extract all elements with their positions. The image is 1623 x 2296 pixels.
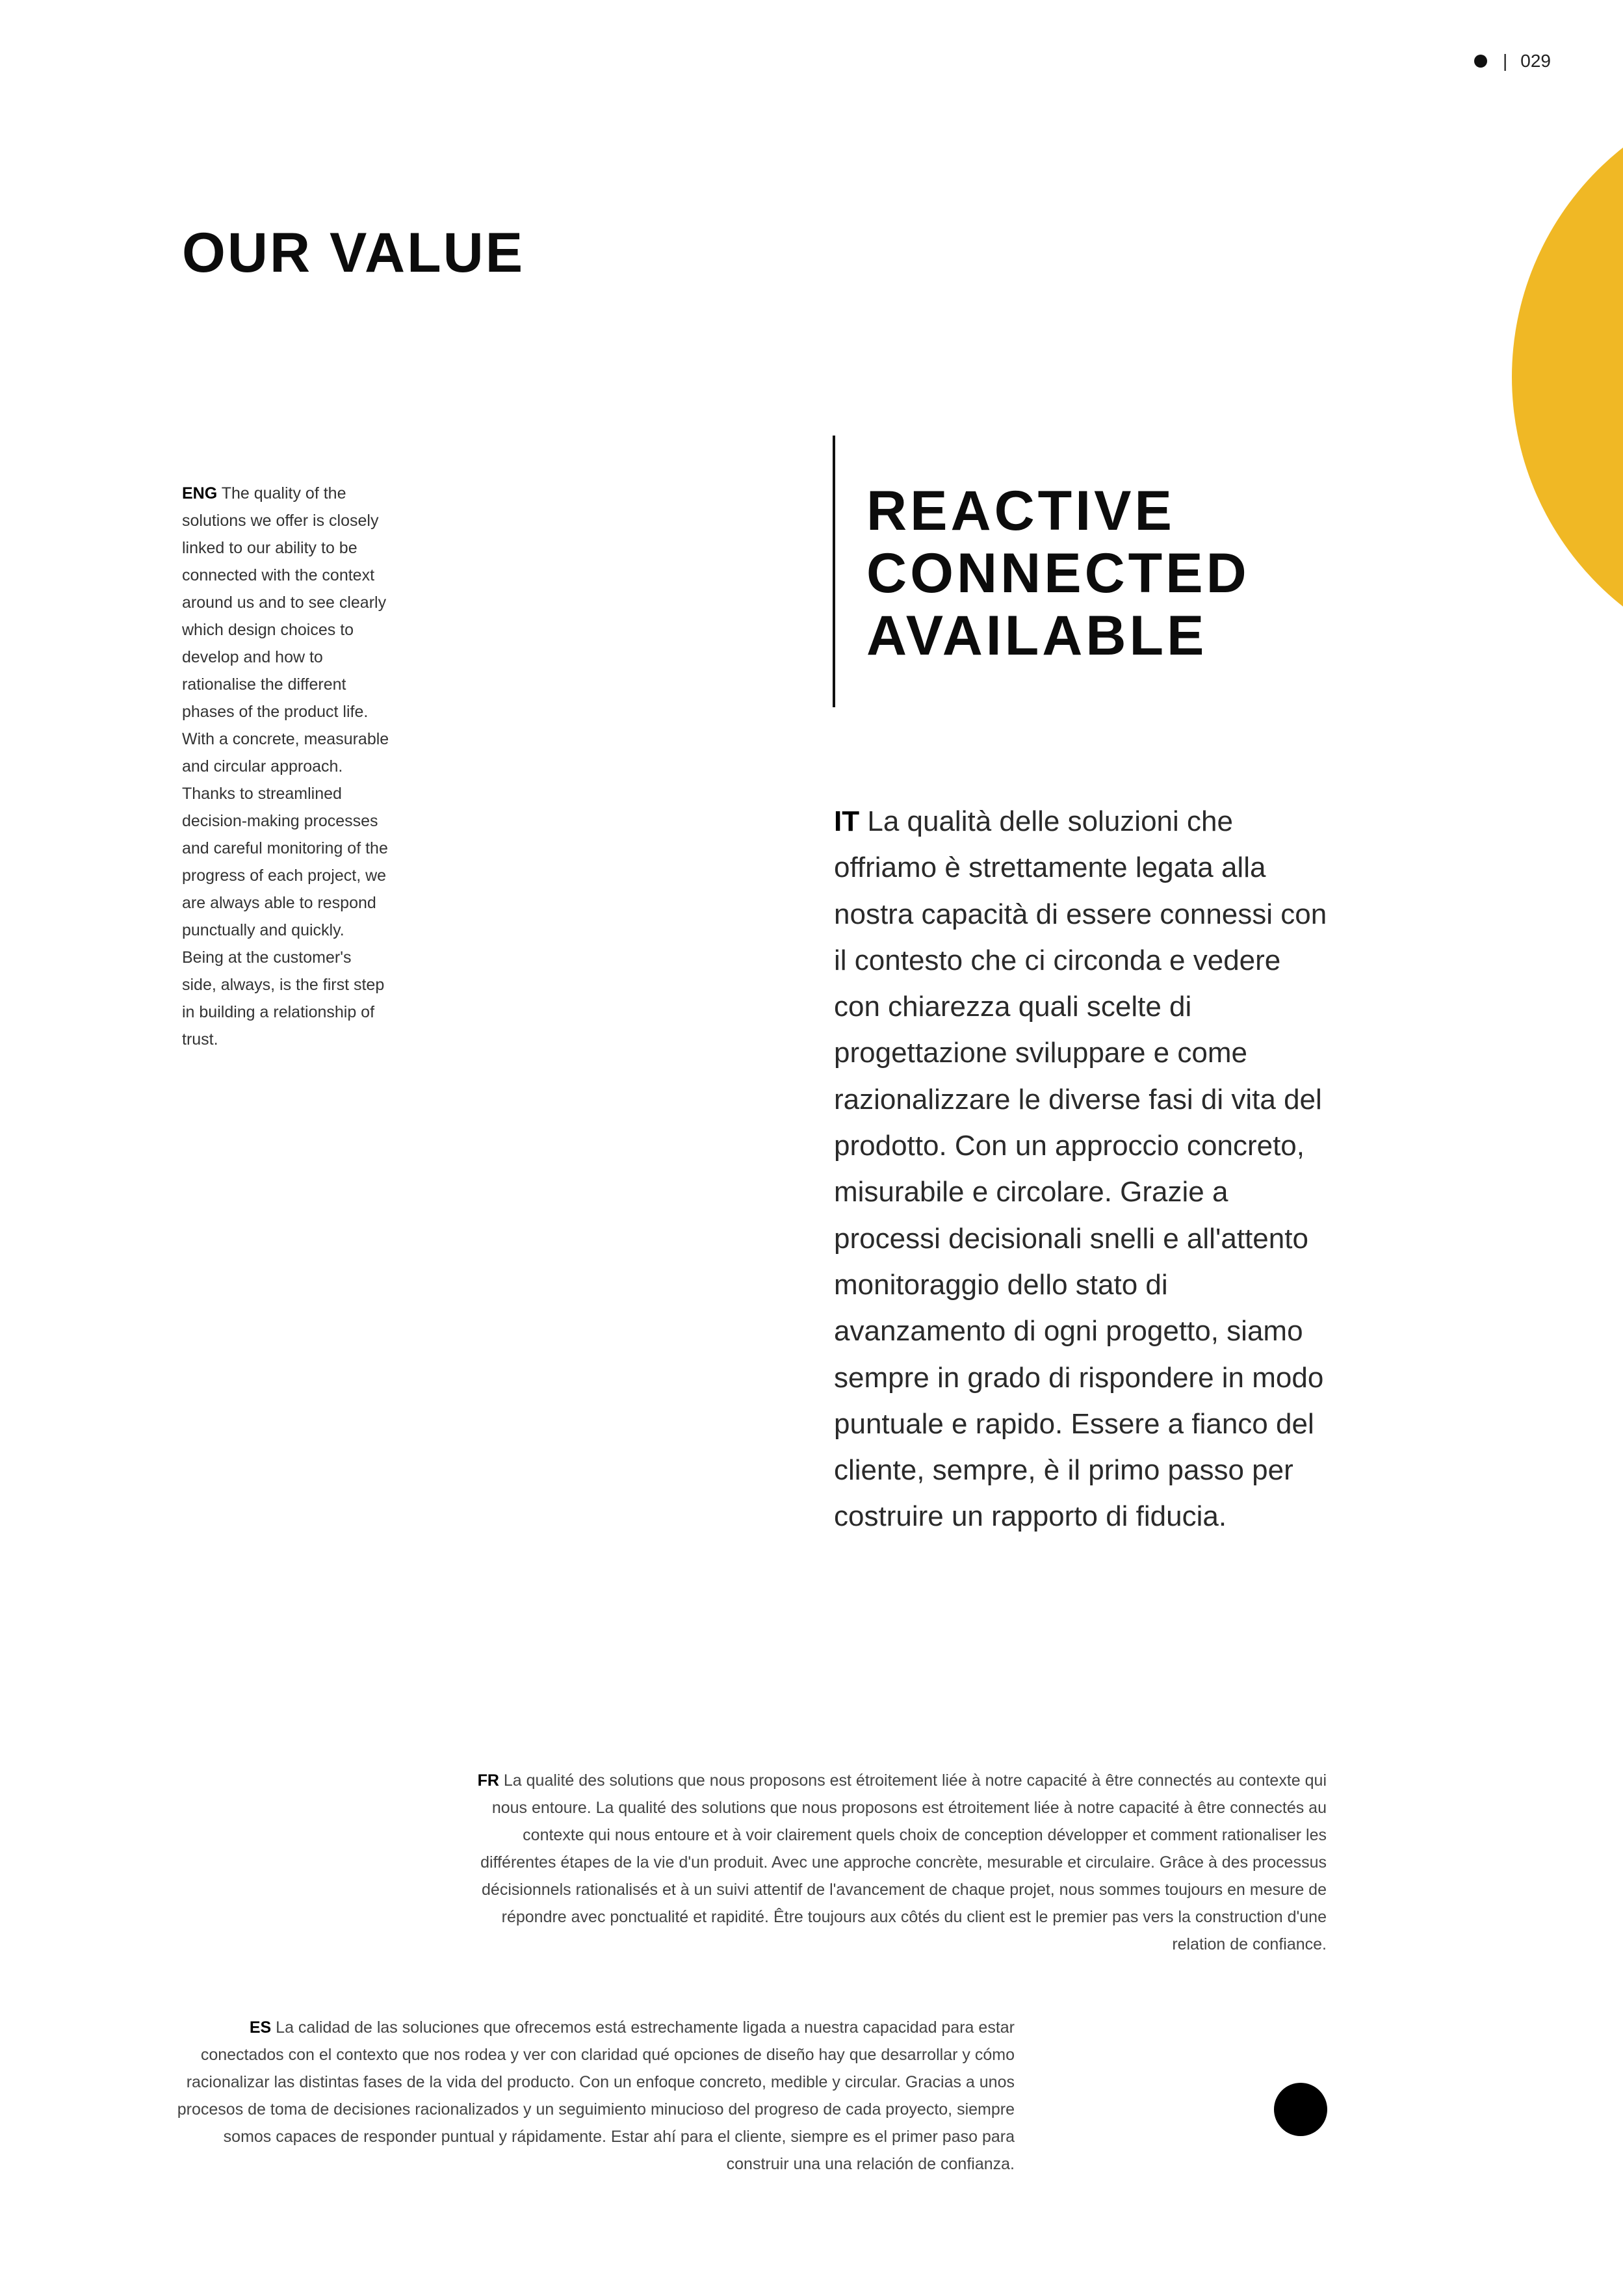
vertical-divider	[833, 436, 835, 707]
eng-language-tag: ENG	[182, 484, 218, 502]
it-language-tag: IT	[834, 805, 860, 837]
page-number-separator: |	[1503, 51, 1508, 71]
eng-paragraph	[182, 480, 390, 1053]
eng-text: The quality of the solutions we offer is closely linked to our ability to be connected with the context around us and to see clearly which design choices to develop and how to rationalise the different phases of the product life. With a concrete, measurable and circular approach. Thanks to streamlined decision-making processes and careful monitoring of the progress of each project, we are always able to respond punctually and quickly. Being at the customer's side, always, is the first step in building a relationship of trust.	[182, 484, 389, 1049]
page-number-value: 029	[1520, 51, 1551, 71]
fr-language-tag: FR	[477, 1771, 499, 1790]
page-title: OUR VALUE	[182, 222, 525, 284]
bullet-dot-icon	[1474, 55, 1487, 68]
it-text: La qualità delle soluzioni che offriamo è strettamente legata alla nostra capacità di essere connessi con il contesto che ci circonda e vedere con chiarezza quali scelte di progettazione sviluppare e come razionalizzare le diverse fasi di vita del prodotto. Con un approccio concreto, misurabile e circolare. Grazie a processi decisionali snelli e all'attento monitoraggio dello stato di avanzamento di ogni progetto, siamo sempre in grado di rispondere in modo puntuale e rapido. Essere a fianco del cliente, sempre, è il primo passo per costruire un rapporto di fiducia.	[834, 805, 1327, 1533]
page-number	[1474, 51, 1551, 72]
decorative-yellow-circle	[1512, 85, 1623, 670]
it-paragraph	[834, 798, 1328, 1540]
es-paragraph	[172, 2014, 1015, 2178]
es-language-tag: ES	[249, 2018, 272, 2037]
value-slogan	[866, 480, 1250, 667]
fr-text: La qualité des solutions que nous proposons est étroitement liée à notre capacité à être connectés au contexte qui nous entoure. La qualité des solutions que nous proposons est étroitement liée à notre capacité à être connectés au contexte qui nous entoure et à voir clairement quels choix de conception développer et comment rationaliser les différentes étapes de la vie d'un produit. Avec une approche concrète, mesurable et circulaire. Grâce à des processus décisionnels rationalisés et à un suivi attentif de l'avancement de chaque projet, nous sommes toujours en mesure de répondre avec ponctualité et rapidité. Être toujours aux côtés du client est le premier pas vers la construction d'une relation de confiance.	[480, 1771, 1327, 1953]
es-text: La calidad de las soluciones que ofrecemos está estrechamente ligada a nuestra capacidad para estar conectados con el contexto que nos rodea y ver con claridad qué opciones de diseño hay que desarrollar y cómo racionalizar las distintas fases de la vida del producto. Con un enfoque concreto, medible y circular. Gracias a unos procesos de toma de decisiones racionalizados y un seguimiento minucioso del progreso de cada proyecto, siempre somos capaces de responder puntual y rápidamente. Estar ahí para el cliente, siempre es el primer paso para construir una una relación de confianza.	[177, 2018, 1015, 2173]
fr-paragraph	[473, 1767, 1327, 1958]
slogan-line-available: AVAILABLE	[866, 605, 1208, 667]
decorative-black-dot	[1274, 2083, 1327, 2136]
slogan-line-connected: CONNECTED	[866, 542, 1250, 605]
slogan-line-reactive: REACTIVE	[866, 480, 1175, 542]
